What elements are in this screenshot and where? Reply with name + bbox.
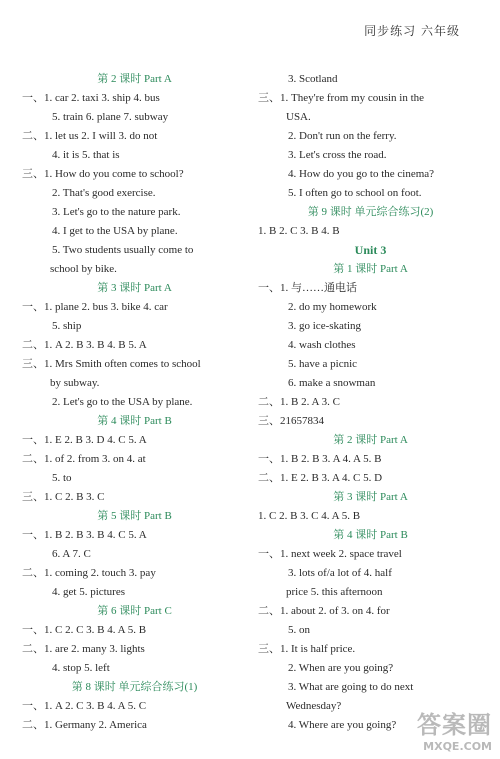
answer-line: 二、1. are 2. many 3. lights — [22, 643, 145, 655]
answer-line: 一、1. A 2. C 3. B 4. A 5. C — [22, 700, 147, 712]
answer-line: 二、1. E 2. B 3. A 4. C 5. D — [258, 472, 383, 484]
answer-line: 2. When are you going? — [288, 662, 394, 674]
answer-line: 二、1. of 2. from 3. on 4. at — [22, 453, 146, 465]
section-heading: 第 8 课时 单元综合练习(1) — [71, 681, 198, 693]
section-heading: 第 5 课时 Part B — [97, 510, 172, 522]
answer-line: 三、1. Mrs Smith often comes to school — [22, 358, 201, 370]
answer-line: 3. Let's go to the nature park. — [52, 206, 181, 218]
answer-line: 5. I often go to school on foot. — [288, 187, 422, 199]
right-column — [258, 70, 483, 735]
answer-line: 2. Don't run on the ferry. — [288, 130, 397, 142]
answer-line: 4. I get to the USA by plane. — [52, 225, 178, 237]
section-heading: 第 3 课时 Part A — [333, 491, 408, 503]
answer-line: 三、1. C 2. B 3. C — [22, 491, 105, 503]
answer-line: 二、1. coming 2. touch 3. pay — [22, 567, 156, 579]
answer-line: 4. How do you go to the cinema? — [288, 168, 435, 180]
answer-line: 一、1. plane 2. bus 3. bike 4. car — [22, 301, 168, 313]
watermark-logo: 答案圈 MXQE.COM — [417, 711, 492, 753]
answer-line: 三、1. They're from my cousin in the — [258, 92, 425, 104]
answer-line: 5. have a picnic — [288, 358, 358, 370]
answer-line: 3. Let's cross the road. — [288, 149, 387, 161]
answer-line: 2. do my homework — [288, 301, 377, 313]
answer-line: 三、1. How do you come to school? — [22, 168, 184, 180]
answer-line: 5. ship — [52, 320, 82, 332]
answer-line: 一、1. E 2. B 3. D 4. C 5. A — [22, 434, 147, 446]
answer-line: 4. get 5. pictures — [52, 586, 126, 598]
answer-line: 二、1. B 2. A 3. C — [258, 396, 340, 408]
section-heading: 第 1 课时 Part A — [333, 263, 408, 275]
section-heading: 第 9 课时 单元综合练习(2) — [307, 206, 434, 218]
answer-line: 6. A 7. C — [52, 548, 91, 560]
answer-line: 3. What are going to do next — [288, 681, 414, 693]
answer-line: 4. wash clothes — [288, 339, 356, 351]
answer-line: USA. — [286, 111, 311, 123]
answer-line: 一、1. B 2. B 3. B 4. C 5. A — [22, 529, 147, 541]
section-heading: 第 6 课时 Part C — [97, 605, 172, 617]
answer-line: 二、1. A 2. B 3. B 4. B 5. A — [22, 339, 147, 351]
answer-line: 二、1. about 2. of 3. on 4. for — [258, 605, 390, 617]
answer-line: 一、1. C 2. C 3. B 4. A 5. B — [22, 624, 147, 636]
section-heading: Unit 3 — [354, 243, 387, 257]
answer-line: 4. Where are you going? — [288, 719, 397, 731]
section-heading: 第 2 课时 Part A — [97, 73, 172, 85]
answer-line: 4. stop 5. left — [52, 662, 110, 674]
answer-line: price 5. this afternoon — [286, 586, 383, 598]
answer-line: 3. lots of/a lot of 4. half — [288, 567, 392, 579]
answer-line: by subway. — [50, 377, 100, 389]
answer-line: 3. go ice-skating — [288, 320, 362, 332]
answer-line: 一、1. next week 2. space travel — [258, 548, 402, 560]
answer-line: 二、1. let us 2. I will 3. do not — [22, 130, 158, 142]
answer-line: 一、1. car 2. taxi 3. ship 4. bus — [22, 92, 160, 104]
answer-line: 2. Let's go to the USA by plane. — [52, 396, 193, 408]
answer-line: 3. Scotland — [288, 73, 338, 85]
section-heading: 第 2 课时 Part A — [333, 434, 408, 446]
answer-line: school by bike. — [50, 263, 117, 275]
answer-line: 三、21657834 — [258, 415, 324, 427]
answer-line: 三、1. It is half price. — [258, 643, 356, 655]
answer-line: Wednesday? — [286, 700, 342, 712]
answer-line: 5. train 6. plane 7. subway — [52, 111, 169, 123]
answer-line: 一、1. B 2. B 3. A 4. A 5. B — [258, 453, 382, 465]
answer-line: 一、1. 与……通电话 — [258, 282, 357, 294]
answer-line: 二、1. Germany 2. America — [22, 719, 147, 731]
answer-line: 4. it is 5. that is — [52, 149, 120, 161]
section-heading: 第 4 课时 Part B — [97, 415, 172, 427]
answer-line: 6. make a snowman — [288, 377, 376, 389]
page-header: 同步练习 六年级 — [364, 24, 460, 38]
answer-line: 5. on — [288, 624, 310, 636]
section-heading: 第 3 课时 Part A — [97, 282, 172, 294]
answer-line: 5. to — [52, 472, 72, 484]
answer-line: 2. That's good exercise. — [52, 187, 156, 199]
answer-line: 5. Two students usually come to — [52, 244, 194, 256]
left-column — [22, 70, 247, 735]
answer-line: 1. B 2. C 3. B 4. B — [258, 225, 340, 237]
answer-line: 1. C 2. B 3. C 4. A 5. B — [258, 510, 361, 522]
section-heading: 第 4 课时 Part B — [333, 529, 408, 541]
